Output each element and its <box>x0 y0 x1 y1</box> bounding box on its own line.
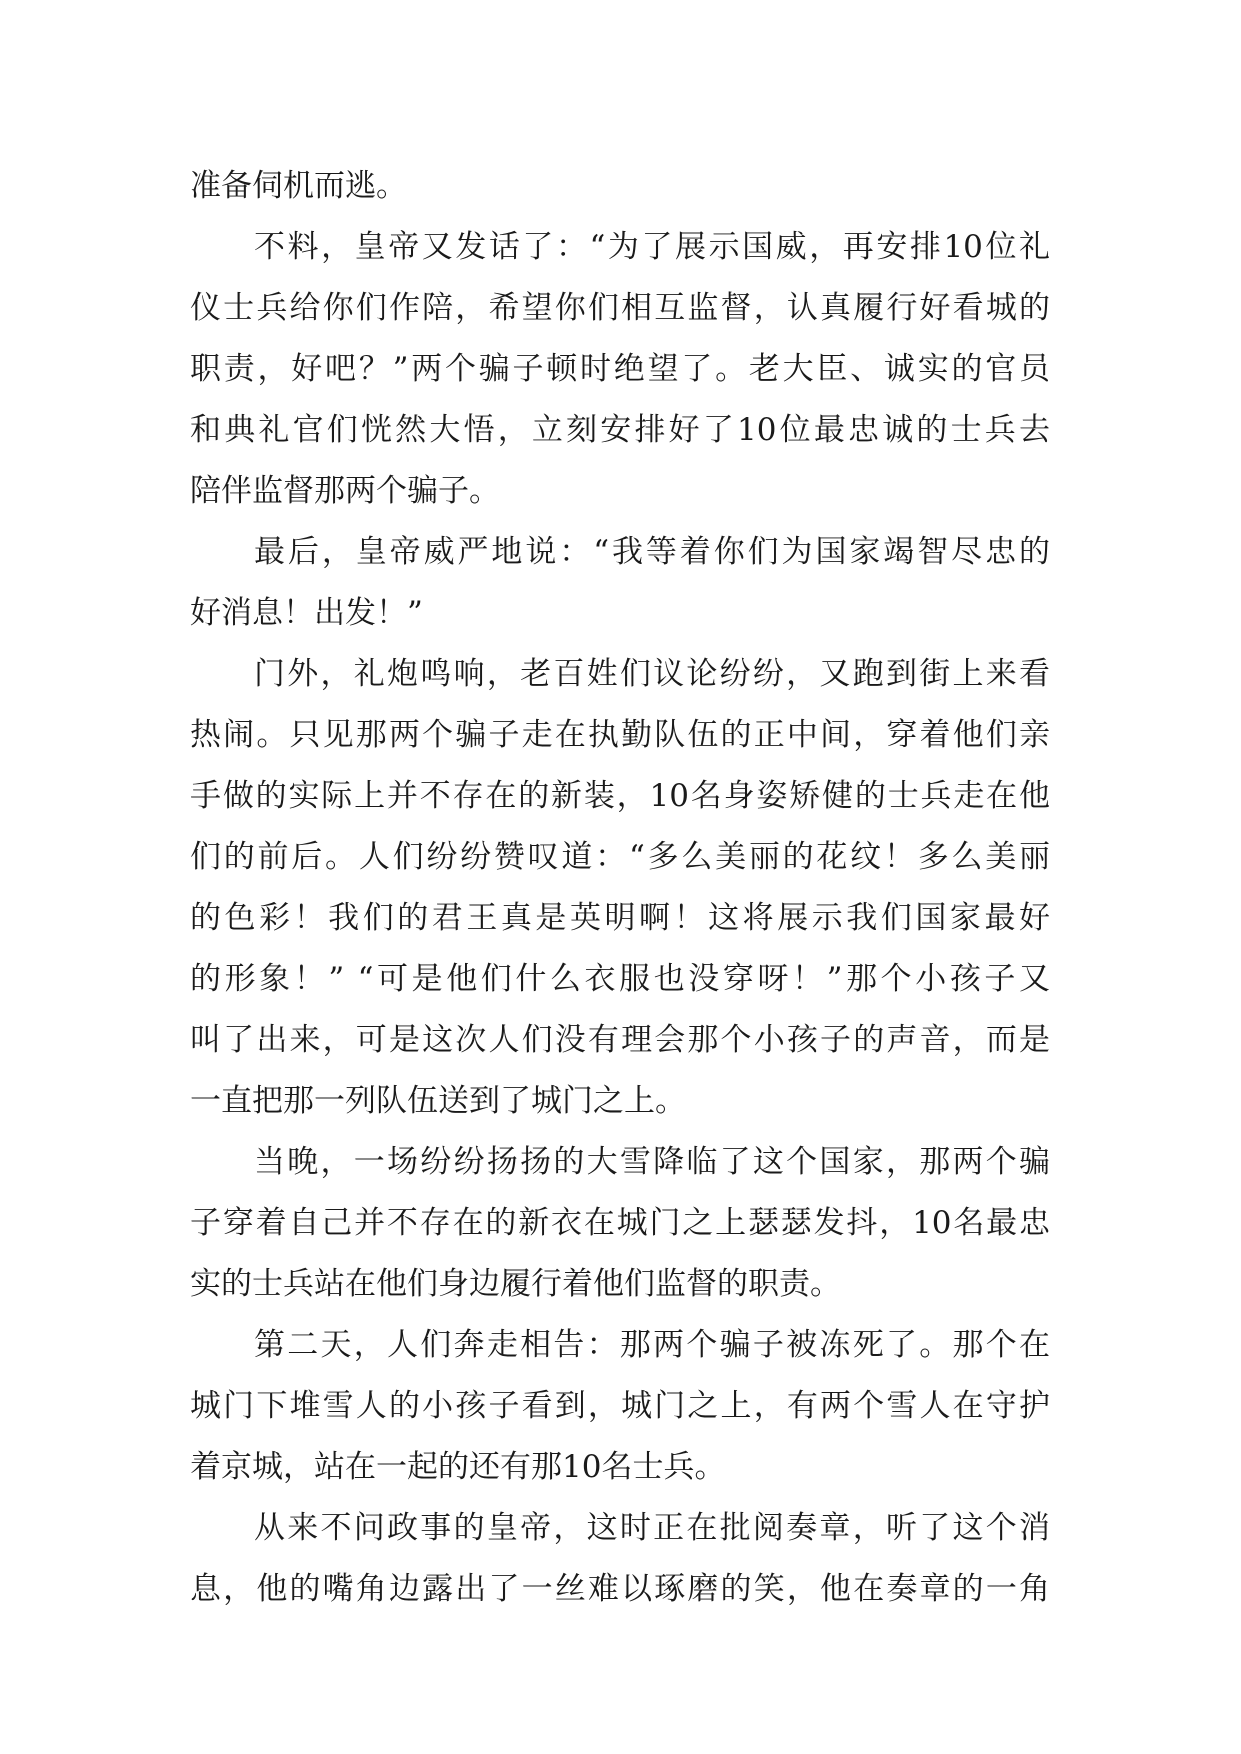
text-line: 从来不问政事的皇帝，这时正在批阅奏章，听了这个消 <box>254 1510 1050 1546</box>
text-line: 的形象！” “可是他们什么衣服也没穿呀！”那个小孩子又 <box>190 961 1050 997</box>
paragraph <box>190 217 1050 522</box>
text-line: 职责，好吧？”两个骗子顿时绝望了。老大臣、诚实的官员 <box>190 351 1050 387</box>
paragraph <box>190 156 1050 217</box>
paragraph <box>190 1498 1050 1620</box>
text-line: 一直把那一列队伍送到了城门之上。 <box>190 1083 686 1119</box>
document-body <box>190 156 1050 1620</box>
text-line: 当晚，一场纷纷扬扬的大雪降临了这个国家，那两个骗 <box>254 1144 1050 1180</box>
text-line: 热闹。只见那两个骗子走在执勤队伍的正中间，穿着他们亲 <box>190 717 1050 753</box>
text-line: 和典礼官们恍然大悟，立刻安排好了10位最忠诚的士兵去 <box>190 412 1050 448</box>
text-line: 仪士兵给你们作陪，希望你们相互监督，认真履行好看城的 <box>190 290 1050 326</box>
text-line: 们的前后。人们纷纷赞叹道：“多么美丽的花纹！多么美丽 <box>190 839 1050 875</box>
text-line: 的色彩！我们的君王真是英明啊！这将展示我们国家最好 <box>190 900 1050 936</box>
text-line: 手做的实际上并不存在的新装，10名身姿矫健的士兵走在他 <box>190 778 1050 814</box>
paragraph <box>190 522 1050 644</box>
text-line: 息，他的嘴角边露出了一丝难以琢磨的笑，他在奏章的一角 <box>190 1571 1050 1607</box>
text-line: 准备伺机而逃。 <box>190 168 407 204</box>
paragraph <box>190 1315 1050 1498</box>
text-line: 陪伴监督那两个骗子。 <box>190 473 500 509</box>
text-line: 子穿着自己并不存在的新衣在城门之上瑟瑟发抖，10名最忠 <box>190 1205 1050 1241</box>
text-line: 第二天，人们奔走相告：那两个骗子被冻死了。那个在 <box>254 1327 1050 1363</box>
text-line: 实的士兵站在他们身边履行着他们监督的职责。 <box>190 1266 841 1302</box>
text-line: 不料，皇帝又发话了：“为了展示国威，再安排10位礼 <box>254 229 1050 265</box>
text-line: 好消息！出发！” <box>190 595 423 631</box>
text-line: 最后，皇帝威严地说：“我等着你们为国家竭智尽忠的 <box>254 534 1050 570</box>
paragraph <box>190 1132 1050 1315</box>
text-line: 门外，礼炮鸣响，老百姓们议论纷纷，又跑到街上来看 <box>254 656 1050 692</box>
text-line: 着京城，站在一起的还有那10名士兵。 <box>190 1449 726 1485</box>
text-line: 叫了出来，可是这次人们没有理会那个小孩子的声音，而是 <box>190 1022 1050 1058</box>
text-line: 城门下堆雪人的小孩子看到，城门之上，有两个雪人在守护 <box>190 1388 1050 1424</box>
paragraph <box>190 644 1050 1132</box>
